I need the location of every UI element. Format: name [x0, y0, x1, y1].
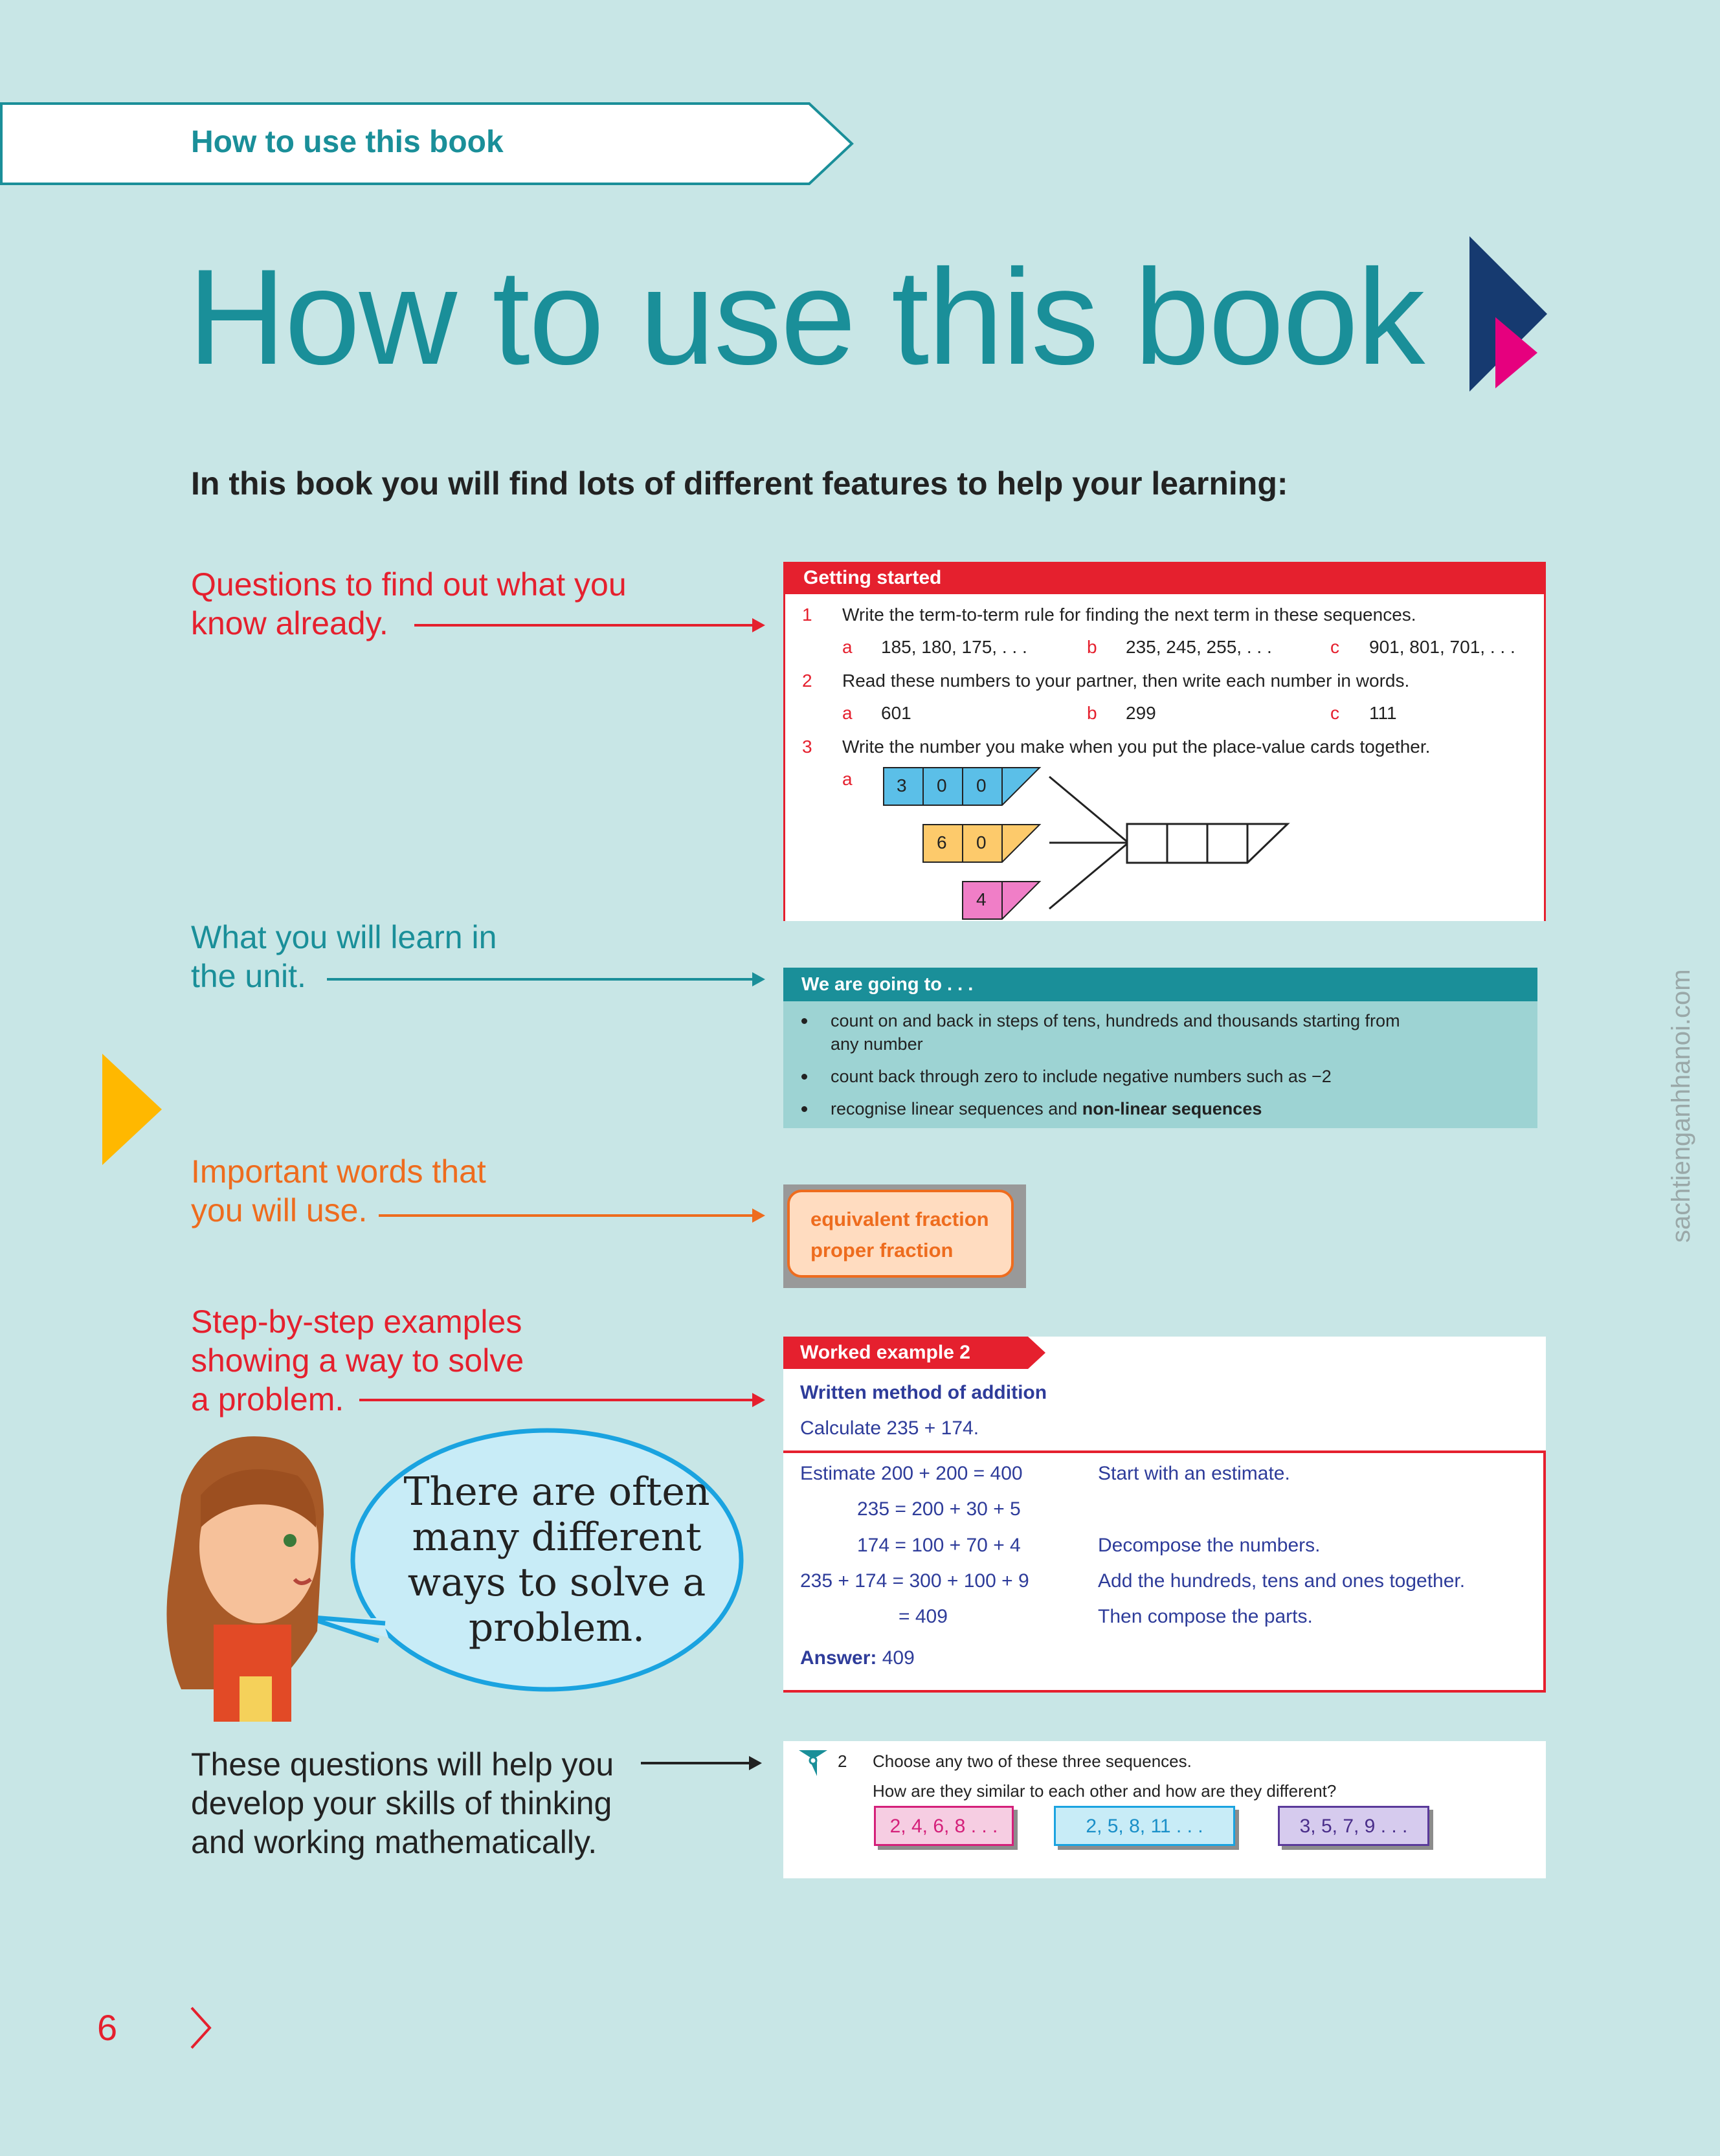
page-title: How to use this book: [188, 241, 1424, 393]
svg-text:sachtienganhhanoi.com: sachtienganhhanoi.com: [1667, 969, 1695, 1243]
chevron-right-icon: [188, 2005, 214, 2050]
key-word: proper fraction: [810, 1239, 954, 1261]
q1c-text: 901, 801, 701, . . .: [1369, 637, 1515, 657]
worked-example-tag: Worked example 2: [800, 1342, 970, 1363]
q2c-letter: c: [1330, 703, 1339, 723]
answer-card-blank: [1127, 824, 1288, 863]
header-tab-title: How to use this book: [191, 125, 504, 159]
step-right: Decompose the numbers.: [1098, 1535, 1321, 1556]
q1-number: 1: [802, 605, 812, 625]
q3-number: 3: [802, 737, 812, 757]
worked-example-panel: [783, 1337, 1546, 1693]
q2-text: Read these numbers to your partner, then write each number in words.: [842, 671, 1410, 691]
going-to-item: recognise linear sequences and non-linear sequences: [783, 1097, 1537, 1120]
step-left: Estimate 200 + 200 = 400: [800, 1463, 1023, 1484]
q2a-letter: a: [842, 703, 853, 723]
q1c-letter: c: [1330, 637, 1339, 657]
watermark: [1662, 906, 1701, 1243]
combine-arrows: [1049, 777, 1128, 909]
q1b-text: 235, 245, 255, . . .: [1126, 637, 1272, 657]
q2b-letter: b: [1087, 703, 1097, 723]
intro-text: In this book you will find lots of different features to help your learning:: [191, 465, 1288, 502]
card-digit: 3: [897, 775, 907, 795]
card-digit: 4: [976, 889, 987, 909]
label-thinking: These questions will help you develop your skills of thinking and working mathematically.: [191, 1746, 614, 1860]
key-word: equivalent fraction: [810, 1208, 989, 1230]
page-number: 6: [97, 2007, 118, 2048]
key-words-box: [787, 1190, 1014, 1278]
going-to-panel: [783, 968, 1537, 1128]
step-left: 174 = 100 + 70 + 4: [857, 1535, 1021, 1556]
sequence-card-2: 2, 5, 8, 11 . . .: [1054, 1806, 1235, 1846]
q3a-letter: a: [842, 769, 853, 789]
going-to-title: We are going to . . .: [783, 968, 1537, 1001]
place-value-cards: [785, 562, 1544, 921]
step-right: Then compose the parts.: [1098, 1606, 1313, 1627]
sequence-card-3: 3, 5, 7, 9 . . .: [1278, 1806, 1429, 1846]
q1a-text: 185, 180, 175, . . .: [881, 637, 1027, 657]
card-digit: 0: [976, 775, 987, 795]
q1a-letter: a: [842, 637, 853, 657]
answer: Answer: 409: [800, 1647, 915, 1669]
speech-bubble-text: There are often many different ways to solve a problem.: [403, 1469, 710, 1650]
step-right: Start with an estimate.: [1098, 1463, 1290, 1484]
card-digit: 0: [976, 832, 987, 852]
arrow-worked-example: [359, 1393, 765, 1407]
girl: [167, 1436, 324, 1722]
step-left: = 409: [899, 1606, 948, 1627]
step-right: Add the hundreds, tens and ones together.: [1098, 1570, 1466, 1592]
q2a-text: 601: [881, 703, 911, 723]
arrow-getting-started: [414, 618, 765, 632]
thinking-number: 2: [838, 1751, 847, 1771]
label-learn: What you will learn in the unit.: [191, 919, 497, 994]
q2b-text: 299: [1126, 703, 1156, 723]
thinking-line1: Choose any two of these three sequences.: [873, 1751, 1192, 1771]
worked-example-heading: Written method of addition: [800, 1382, 1047, 1403]
q2c-text: 111: [1369, 703, 1397, 723]
thinking-panel: [783, 1741, 1546, 1878]
thinking-working-icon: [798, 1748, 829, 1779]
arrow-key-words: [379, 1208, 765, 1223]
q3-text: Write the number you make when you put the place-value cards together.: [842, 737, 1431, 757]
getting-started-panel: [783, 562, 1546, 921]
going-to-item: count on and back in steps of tens, hundreds and thousands starting from any number: [783, 1009, 1537, 1056]
step-left: 235 = 200 + 30 + 5: [857, 1498, 1021, 1520]
q2-number: 2: [802, 671, 812, 691]
yellow-marker-icon: [102, 1054, 162, 1165]
step-left: 235 + 174 = 300 + 100 + 9: [800, 1570, 1029, 1592]
arrow-learn: [327, 972, 765, 986]
card-hundreds: [884, 768, 1040, 805]
arrow-thinking: [641, 1756, 762, 1770]
getting-started-title: Getting started: [785, 562, 1544, 594]
sequence-card-1: 2, 4, 6, 8 . . .: [874, 1806, 1014, 1846]
label-getting-started: Questions to find out what you know already.: [191, 566, 627, 641]
q1-text: Write the term-to-term rule for finding the next term in these sequences.: [842, 605, 1416, 625]
label-key-words: Important words that you will use.: [191, 1153, 486, 1228]
card-ones: [963, 882, 1040, 919]
going-to-item: count back through zero to include negative numbers such as −2: [783, 1065, 1537, 1088]
thinking-line2: How are they similar to each other and how are they different?: [873, 1781, 1337, 1801]
q1b-letter: b: [1087, 637, 1097, 657]
card-digit: 0: [937, 775, 947, 795]
card-digit: 6: [937, 832, 947, 852]
worked-example-prompt: Calculate 235 + 174.: [800, 1417, 979, 1439]
label-worked-examples: Step-by-step examples showing a way to solve a problem.: [191, 1304, 524, 1417]
